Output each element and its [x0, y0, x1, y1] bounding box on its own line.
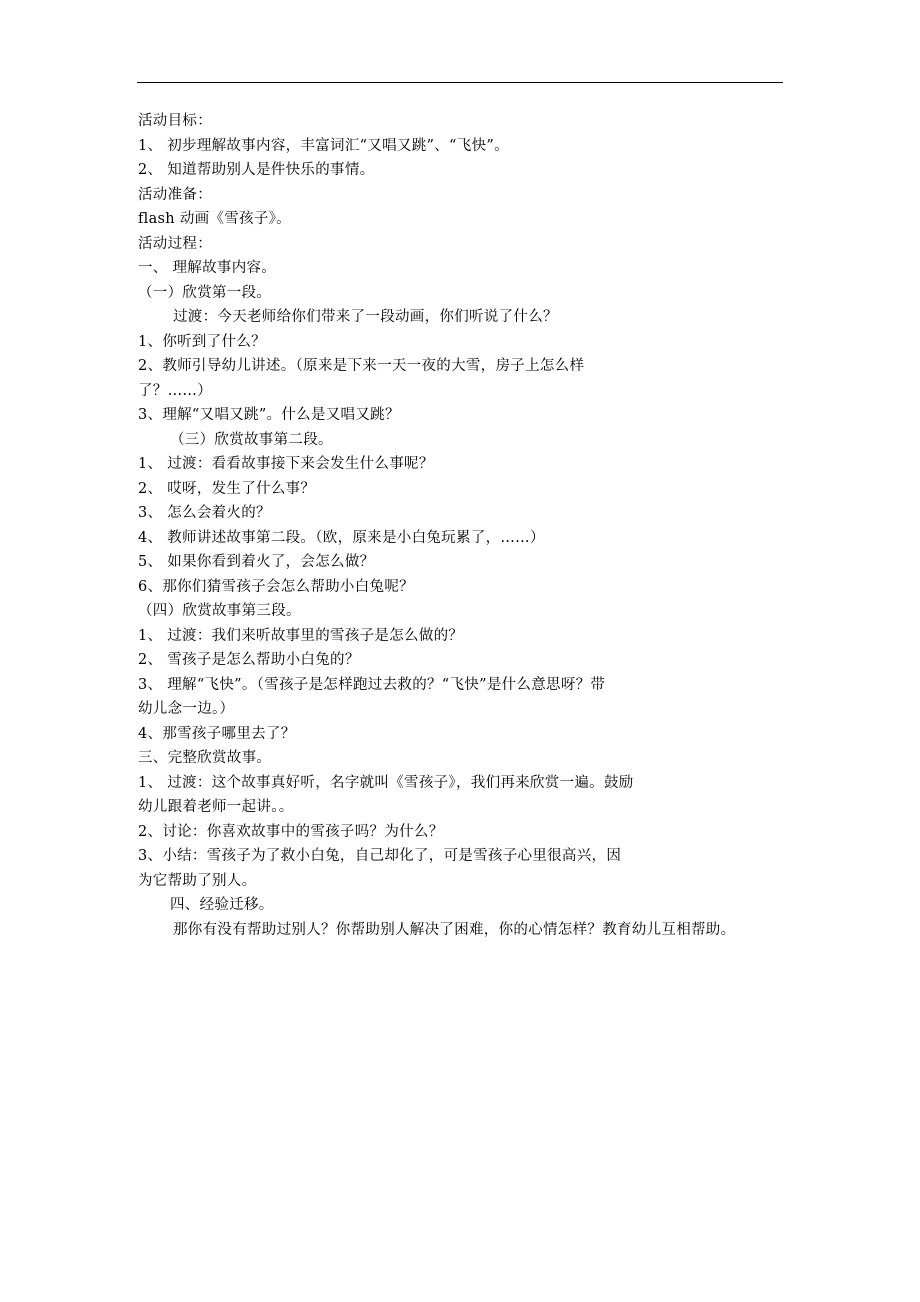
heading-process: 活动过程：	[138, 235, 212, 252]
header-rule	[137, 82, 783, 83]
list-item: 5、 如果你看到着火了，会怎么做？	[138, 554, 375, 570]
list-item: 3、理解“又唱又跳”。什么是又唱又跳？	[138, 407, 400, 423]
list-item: 1、 过渡：这个故事真好听，名字就叫《雪孩子》，我们再来欣赏一遍。鼓励	[138, 774, 634, 791]
list-item: 2、 雪孩子是怎么帮助小白兔的？	[138, 652, 360, 668]
goal-item-1: 1、 初步理解故事内容，丰富词汇“又唱又跳”、“飞快”。	[138, 137, 509, 154]
list-item: 1、 过渡：我们来听故事里的雪孩子是怎么做的？	[138, 627, 464, 644]
heading-goals: 活动目标：	[138, 113, 212, 129]
section-4-title: 四、经验迁移。	[170, 897, 274, 913]
list-item: 3、 怎么会着火的？	[138, 505, 271, 521]
list-item: 1、你听到了什么？	[138, 333, 266, 350]
list-item: 2、讨论：你喜欢故事中的雪孩子吗？为什么？	[138, 823, 444, 840]
list-item-continuation: 为它帮助了别人。	[138, 872, 257, 889]
preparation-text: flash 动画《雪孩子》。	[138, 211, 291, 227]
list-item: 1、 过渡：看看故事接下来会发生什么事呢？	[138, 456, 434, 472]
section-3-title: 三、完整欣赏故事。	[138, 750, 272, 766]
subsection-4-title: （四）欣赏故事第三段。	[138, 603, 301, 619]
closing-paragraph: 那你有没有帮助过别人？你帮助别人解决了困难，你的心情怎样？教育幼儿互相帮助。	[173, 921, 736, 938]
subsection-1-title: （一）欣赏第一段。	[138, 284, 272, 301]
list-item: 6、那你们猜雪孩子会怎么帮助小白兔呢？	[138, 578, 414, 595]
list-item: 3、小结：雪孩子为了救小白兔，自己却化了，可是雪孩子心里很高兴，因	[138, 848, 622, 864]
list-item: 4、 教师讲述故事第二段。（欧，原来是小白兔玩累了，……）	[138, 529, 545, 546]
section-1-title: 一、 理解故事内容。	[138, 260, 277, 276]
goal-item-2: 2、 知道帮助别人是件快乐的事情。	[138, 162, 375, 178]
subsection-3-title: （三）欣赏故事第二段。	[170, 431, 333, 448]
list-item: 3、 理解“飞快”。（雪孩子是怎样跑过去救的？“飞快”是什么意思呀？带	[138, 676, 606, 693]
list-item-continuation: 了？……）	[138, 382, 212, 399]
list-item-continuation: 幼儿念一边。）	[138, 701, 235, 717]
list-item: 4、那雪孩子哪里去了？	[138, 725, 296, 742]
transition-line: 过渡：今天老师给你们带来了一段动画，你们听说了什么？	[173, 309, 558, 325]
list-item: 2、教师引导幼儿讲述。（原来是下来一天一夜的大雪，房子上怎么样	[138, 358, 585, 374]
list-item: 2、 哎呀，发生了什么事？	[138, 480, 316, 497]
list-item-continuation: 幼儿跟着老师一起讲。。	[138, 799, 294, 815]
heading-preparation: 活动准备：	[138, 186, 212, 203]
